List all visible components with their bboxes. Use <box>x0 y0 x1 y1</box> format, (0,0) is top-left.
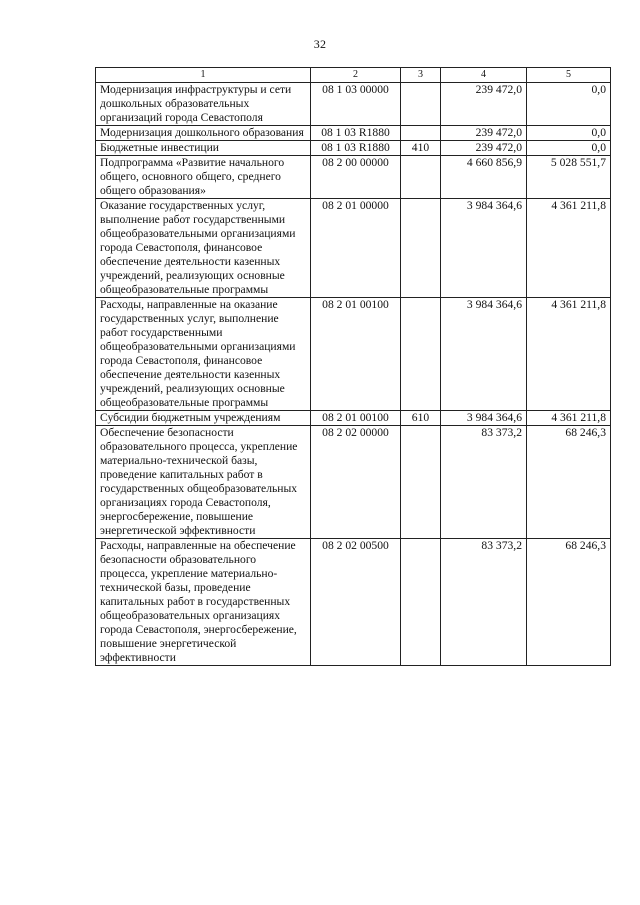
row-name: Обеспечение безопасности образовательного процесса, укрепление материально-технической базы, проведение капитальных работ в государственных общеобразовательных организациях города Севастополя, энергосбережение, повышение энергетической эффективности <box>96 426 311 539</box>
row-amount-1: 83 373,2 <box>441 539 527 666</box>
row-name: Субсидии бюджетным учреждениям <box>96 411 311 426</box>
row-vr <box>401 426 441 539</box>
row-name: Расходы, направленные на обеспечение безопасности образовательного процесса, укрепление материально-технической базы, проведение капитальных работ в государственных общеобразовательных организациях города Севастополя, энергосбережение, повышение энергетической эффективности <box>96 539 311 666</box>
row-code: 08 1 03 R1880 <box>311 141 401 156</box>
table-header-row <box>96 68 611 83</box>
row-amount-2: 68 246,3 <box>527 539 611 666</box>
row-code: 08 2 01 00000 <box>311 199 401 298</box>
row-amount-1: 3 984 364,6 <box>441 411 527 426</box>
row-code: 08 2 02 00500 <box>311 539 401 666</box>
row-amount-2: 4 361 211,8 <box>527 411 611 426</box>
row-vr: 610 <box>401 411 441 426</box>
row-code: 08 2 02 00000 <box>311 426 401 539</box>
row-vr <box>401 126 441 141</box>
page-number: 32 <box>313 37 327 51</box>
row-name: Подпрограмма «Развитие начального общего, основного общего, среднего общего образования» <box>96 156 311 199</box>
row-code: 08 2 01 00100 <box>311 411 401 426</box>
row-code: 08 2 01 00100 <box>311 298 401 411</box>
row-vr <box>401 156 441 199</box>
row-name: Бюджетные инвестиции <box>96 141 311 156</box>
row-amount-2: 0,0 <box>527 83 611 126</box>
table-row <box>96 199 611 298</box>
table-row <box>96 156 611 199</box>
row-code: 08 2 00 00000 <box>311 156 401 199</box>
row-name: Оказание государственных услуг, выполнение работ государственными общеобразовательными организациями города Севастополя, финансовое обеспечение деятельности казенных учреждений, реализующих основные общеобразовательные программы <box>96 199 311 298</box>
table-row <box>96 539 611 666</box>
row-amount-1: 3 984 364,6 <box>441 199 527 298</box>
row-amount-2: 68 246,3 <box>527 426 611 539</box>
row-amount-2: 4 361 211,8 <box>527 199 611 298</box>
table-row <box>96 83 611 126</box>
row-name: Расходы, направленные на оказание государственных услуг, выполнение работ государственными общеобразовательными организациями города Севастополя, финансовое обеспечение деятельности казенных учреждений, реализующих основные общеобразовательные программы <box>96 298 311 411</box>
table-row <box>96 411 611 426</box>
header-cell-year1: 4 <box>441 68 527 83</box>
header-cell-name: 1 <box>96 68 311 83</box>
header-cell-vr: 3 <box>401 68 441 83</box>
row-amount-1: 239 472,0 <box>441 126 527 141</box>
row-code: 08 1 03 R1880 <box>311 126 401 141</box>
table-row <box>96 426 611 539</box>
row-vr <box>401 83 441 126</box>
header-cell-year2: 5 <box>527 68 611 83</box>
row-vr <box>401 199 441 298</box>
row-amount-1: 239 472,0 <box>441 141 527 156</box>
row-amount-1: 4 660 856,9 <box>441 156 527 199</box>
budget-table <box>95 67 611 666</box>
row-code: 08 1 03 00000 <box>311 83 401 126</box>
row-amount-2: 4 361 211,8 <box>527 298 611 411</box>
row-amount-1: 3 984 364,6 <box>441 298 527 411</box>
row-amount-2: 0,0 <box>527 126 611 141</box>
row-amount-1: 83 373,2 <box>441 426 527 539</box>
table-row <box>96 141 611 156</box>
row-name: Модернизация инфраструктуры и сети дошкольных образовательных организаций города Севастополя <box>96 83 311 126</box>
table-row <box>96 126 611 141</box>
table-row <box>96 298 611 411</box>
header-cell-code: 2 <box>311 68 401 83</box>
row-vr: 410 <box>401 141 441 156</box>
row-vr <box>401 298 441 411</box>
row-amount-2: 0,0 <box>527 141 611 156</box>
row-amount-1: 239 472,0 <box>441 83 527 126</box>
row-name: Модернизация дошкольного образования <box>96 126 311 141</box>
row-vr <box>401 539 441 666</box>
row-amount-2: 5 028 551,7 <box>527 156 611 199</box>
